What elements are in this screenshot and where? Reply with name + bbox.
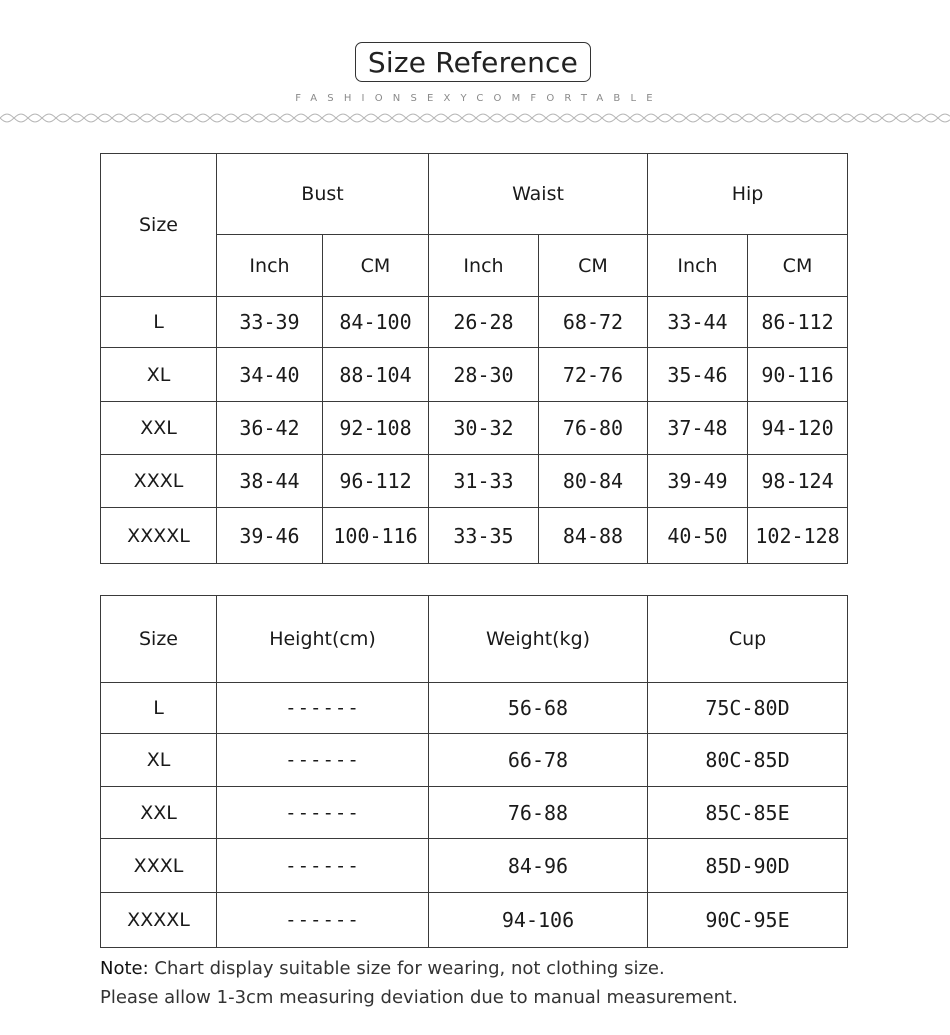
size-column-header: Size (101, 154, 217, 297)
value-cell: 31-33 (429, 455, 539, 508)
value-cell: 98-124 (748, 455, 848, 508)
height-cell: ------ (217, 734, 429, 787)
height-cell: ------ (217, 683, 429, 734)
value-cell: 80-84 (539, 455, 648, 508)
note-line-2: Please allow 1-3cm measuring deviation due to manual measurement. (100, 987, 738, 1008)
unit-header: Inch (217, 235, 323, 297)
waist-group-header: Waist (429, 154, 648, 235)
value-cell: 26-28 (429, 297, 539, 348)
table-row (101, 455, 848, 508)
value-cell: 35-46 (648, 348, 748, 402)
size-cell: XXL (101, 402, 217, 455)
size-cell: XXXL (101, 839, 217, 893)
value-cell: 33-35 (429, 508, 539, 564)
value-cell: 84-100 (323, 297, 429, 348)
value-cell: 84-88 (539, 508, 648, 564)
value-cell: 86-112 (748, 297, 848, 348)
value-cell: 36-42 (217, 402, 323, 455)
height-cell: ------ (217, 787, 429, 839)
size-cell: XL (101, 348, 217, 402)
height-cell: ------ (217, 893, 429, 948)
weight-cell: 84-96 (429, 839, 648, 893)
value-cell: 100-116 (323, 508, 429, 564)
size-cell: L (101, 683, 217, 734)
value-cell: 88-104 (323, 348, 429, 402)
table-row (101, 893, 848, 948)
size-cell: L (101, 297, 217, 348)
value-cell: 94-120 (748, 402, 848, 455)
size-cell: XXXXL (101, 893, 217, 948)
note-text-1: Chart display suitable size for wearing, not clothing size. (154, 958, 665, 979)
size-cell: XL (101, 734, 217, 787)
page-title: Size Reference (355, 42, 591, 82)
size-cell: XXXXL (101, 508, 217, 564)
value-cell: 72-76 (539, 348, 648, 402)
cup-cell: 90C-95E (648, 893, 848, 948)
height-weight-cup-table (100, 595, 848, 948)
value-cell: 33-44 (648, 297, 748, 348)
value-cell: 38-44 (217, 455, 323, 508)
value-cell: 92-108 (323, 402, 429, 455)
value-cell: 90-116 (748, 348, 848, 402)
value-cell: 68-72 (539, 297, 648, 348)
value-cell: 39-46 (217, 508, 323, 564)
weight-column-header: Weight(kg) (429, 596, 648, 683)
unit-header: Inch (429, 235, 539, 297)
value-cell: 102-128 (748, 508, 848, 564)
wave-divider (0, 108, 950, 128)
size-column-header: Size (101, 596, 217, 683)
value-cell: 28-30 (429, 348, 539, 402)
weight-cell: 66-78 (429, 734, 648, 787)
table-row (101, 839, 848, 893)
value-cell: 30-32 (429, 402, 539, 455)
table-row (101, 297, 848, 348)
note-line-1 (100, 958, 665, 979)
cup-cell: 85D-90D (648, 839, 848, 893)
unit-header: CM (323, 235, 429, 297)
value-cell: 40-50 (648, 508, 748, 564)
weight-cell: 76-88 (429, 787, 648, 839)
table-row (101, 348, 848, 402)
table-row (101, 508, 848, 564)
height-column-header: Height(cm) (217, 596, 429, 683)
value-cell: 76-80 (539, 402, 648, 455)
unit-header: CM (748, 235, 848, 297)
table-row (101, 402, 848, 455)
size-cell: XXL (101, 787, 217, 839)
unit-header: CM (539, 235, 648, 297)
value-cell: 33-39 (217, 297, 323, 348)
table-row (101, 683, 848, 734)
note-label: Note: (100, 958, 149, 979)
value-cell: 96-112 (323, 455, 429, 508)
unit-header: Inch (648, 235, 748, 297)
bust-group-header: Bust (217, 154, 429, 235)
value-cell: 39-49 (648, 455, 748, 508)
size-cell: XXXL (101, 455, 217, 508)
page-subtitle: FASHIONSEXYCOMFORTABLE (295, 93, 663, 104)
table-row (101, 734, 848, 787)
cup-cell: 75C-80D (648, 683, 848, 734)
value-cell: 34-40 (217, 348, 323, 402)
body-measurement-table (100, 153, 848, 564)
weight-cell: 56-68 (429, 683, 648, 734)
cup-cell: 85C-85E (648, 787, 848, 839)
weight-cell: 94-106 (429, 893, 648, 948)
value-cell: 37-48 (648, 402, 748, 455)
height-cell: ------ (217, 839, 429, 893)
hip-group-header: Hip (648, 154, 848, 235)
cup-cell: 80C-85D (648, 734, 848, 787)
cup-column-header: Cup (648, 596, 848, 683)
table-row (101, 787, 848, 839)
